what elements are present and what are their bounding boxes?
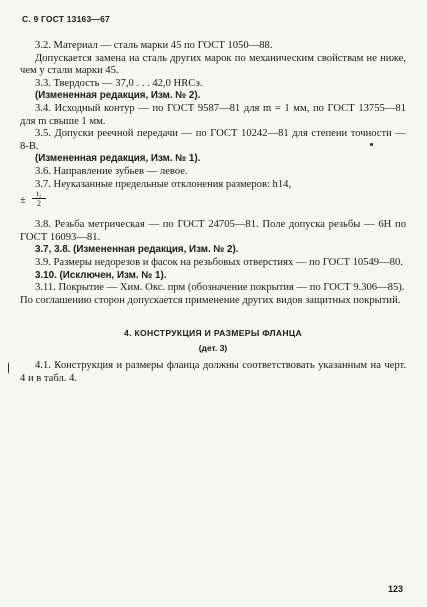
paragraph-3-9: 3.9. Размеры недорезов и фасок на резьбовых отверстиях — по ГОСТ 10549—80. xyxy=(35,256,403,268)
paragraph-4-1: 4.1. Конструкция и размеры фланца должны соответствовать указанным на черт. 4 и в табл. 4. xyxy=(20,360,406,385)
paragraph-3-2: 3.2. Материал — сталь марки 45 по ГОСТ 1050—88. xyxy=(35,40,273,51)
margin-mark xyxy=(8,363,9,373)
paragraph-3-11: 3.11. Покрытие — Хим. Окс. прм (обозначение покрытия — по ГОСТ 9.306—85). По соглашению сторон допускается применение других видов защитных покрытий. xyxy=(20,282,405,306)
document-body xyxy=(20,40,406,386)
paragraph-3-8: 3.8. Резьба метрическая — по ГОСТ 24705—81. Поле допуска резьбы — 6Н по ГОСТ 16093—81. xyxy=(20,219,406,243)
plus-minus-sign: ± xyxy=(20,195,26,207)
fraction-numerator: t₂ xyxy=(32,189,46,199)
paragraph-3-10: 3.10. (Исключен, Изм. № 1). xyxy=(35,269,167,281)
paragraph-3-4: 3.4. Исходный контур — по ГОСТ 9587—81 для m = 1 мм, по ГОСТ 13755—81 для m свыше 1 мм. xyxy=(20,102,406,127)
paragraph-3-3: 3.3. Твердость — 37,0 . . . 42,0 HRCэ. xyxy=(35,77,203,89)
paragraph-3-7: 3.7. Неуказанные предельные отклонения размеров: h14, xyxy=(35,178,292,190)
tolerance-fraction xyxy=(32,189,46,208)
ink-dot xyxy=(370,143,373,146)
amendment-note-3-5: (Измененная редакция, Изм. № 1). xyxy=(35,153,201,165)
section-4-title: 4. КОНСТРУКЦИЯ И РАЗМЕРЫ ФЛАНЦА xyxy=(124,328,302,339)
paragraph-3-6: 3.6. Направление зубьев — левое. xyxy=(35,165,188,177)
amendment-note-3-7-3-8: 3.7, 3.8. (Измененная редакция, Изм. № 2). xyxy=(35,244,239,256)
page-number: 123 xyxy=(388,584,404,594)
section-4-subtitle: (дет. 3) xyxy=(198,342,228,353)
tolerance-formula xyxy=(20,191,406,219)
paragraph-3-2-note: Допускается замена на сталь других марок по механическим свойствам не ниже, чем у стали марки 45. xyxy=(20,52,406,77)
fraction-denominator: 2 xyxy=(37,199,41,209)
page-header: С. 9 ГОСТ 13163—67 xyxy=(22,14,110,24)
paragraph-3-5: 3.5. Допуски реечной передачи — по ГОСТ 10242—81 для степени точности — 8-В. xyxy=(20,128,406,152)
amendment-note-3-3: (Измененная редакция, Изм. № 2). xyxy=(35,90,201,102)
